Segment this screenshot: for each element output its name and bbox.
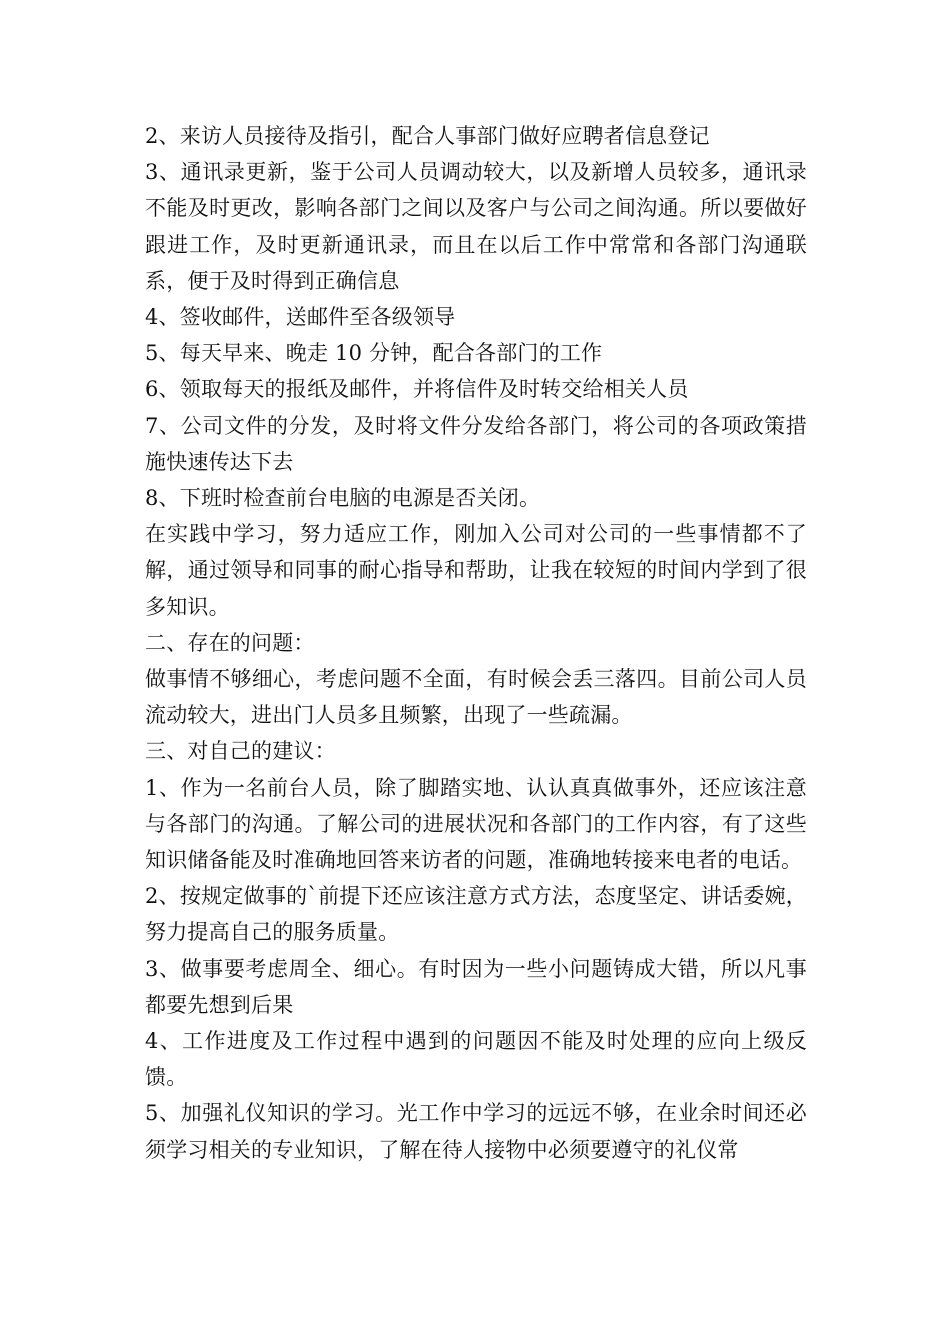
suggestion-item-2: 2、按规定做事的`前提下还应该注意方式方法，态度坚定、讲话委婉，努力提高自己的服务质量。 [145, 884, 807, 945]
suggestion-item-5: 5、加强礼仪知识的学习。光工作中学习的远远不够，在业余时间还必须学习相关的专业知识，了解在待人接物中必须要遵守的礼仪常 [145, 1101, 807, 1162]
suggestion-item-1: 1、作为一名前台人员，除了脚踏实地、认认真真做事外，还应该注意与各部门的沟通。了解公司的进展状况和各部门的工作内容，有了这些知识储备能及时准确地回答来访者的问题，准确地转接来电者的电话。 [145, 775, 807, 873]
list-item-5: 5、每天早来、晚走 10 分钟，配合各部门的工作 [145, 341, 603, 366]
list-item-8: 8、下班时检查前台电脑的电源是否关闭。 [145, 486, 541, 511]
section-heading-problems: 二、存在的问题： [145, 630, 315, 655]
list-item-7: 7、公司文件的分发，及时将文件分发给各部门，将公司的各项政策措施快速传达下去 [145, 413, 807, 474]
list-item-2: 2、来访人员接待及指引，配合人事部门做好应聘者信息登记 [145, 124, 710, 148]
body-paragraph: 在实践中学习，努力适应工作，刚加入公司对公司的一些事情都不了解，通过领导和同事的耐心指导和帮助，让我在较短的时间内学到了很多知识。 [145, 522, 807, 619]
suggestion-item-3: 3、做事要考虑周全、细心。有时因为一些小问题铸成大错，所以凡事都要先想到后果 [145, 956, 807, 1017]
body-paragraph: 做事情不够细心，考虑问题不全面，有时候会丢三落四。目前公司人员流动较大，进出门人员多且频繁，出现了一些疏漏。 [145, 667, 807, 728]
list-item-4: 4、签收邮件，送邮件至各级领导 [145, 305, 456, 330]
suggestion-item-4: 4、工作进度及工作过程中遇到的问题因不能及时处理的应向上级反馈。 [145, 1029, 807, 1090]
list-item-6: 6、领取每天的报纸及邮件，并将信件及时转交给相关人员 [145, 377, 689, 402]
document-body [145, 118, 807, 1168]
section-heading-suggestions: 三、对自己的建议： [145, 739, 336, 764]
list-item-3: 3、通讯录更新，鉴于公司人员调动较大，以及新增人员较多，通讯录不能及时更改，影响各部门之间以及客户与公司之间沟通。所以要做好跟进工作，及时更新通讯录，而且在以后工作中常常和各部门沟通联系，便于及时得到正确信息 [145, 160, 807, 293]
